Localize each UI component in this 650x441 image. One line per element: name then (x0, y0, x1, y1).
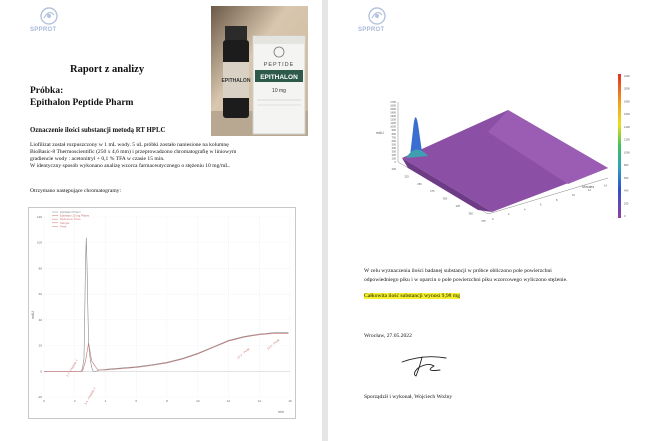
z-tick-label: 500 (391, 143, 396, 147)
sample-heading: Próbka: (30, 86, 64, 96)
chromatogram-intro: Otrzymano następujące chromatogramy: (30, 188, 122, 194)
x-tick-label: 12 (226, 399, 231, 403)
vial-label-text: EPITHALON (221, 78, 251, 84)
box-brand-text: PEPTIDE (263, 62, 295, 68)
surface-z-label: mAU (376, 131, 384, 135)
colorbar-tick-label: 800 (624, 164, 629, 168)
y-tick-label: 275 (430, 190, 435, 194)
report-page-2 (328, 0, 650, 441)
x-tick-label: 10 (572, 194, 575, 197)
y-tick-label: 100 (36, 240, 42, 245)
z-tick-label: 400 (391, 146, 396, 150)
z-tick-label: 100 (391, 157, 396, 161)
method-line-4: W identyczny sposób wykonano analizę wzorca farmaceutycznego o stężeniu 10 mg/mL. (30, 163, 231, 169)
peak-annotation-4: 14.5 - Peak (266, 337, 281, 351)
x-tick-label: 4 (104, 399, 107, 403)
product-photo (211, 6, 308, 136)
z-tick-label: 1400 (390, 111, 396, 115)
y-tick-label: 200 (391, 168, 396, 171)
y-tick-label: 350 (468, 212, 473, 216)
report-page-1 (0, 0, 322, 441)
z-tick-label: 900 (391, 129, 396, 133)
x-tick-label: 0 (43, 399, 45, 403)
y-tick-label: 250 (417, 182, 422, 186)
place-date: Wrocław, 27.05.2022 (364, 333, 412, 339)
x-tick-label: 6 (135, 399, 138, 403)
x-tick-label: 8 (166, 399, 168, 403)
peak-annotation-3: 13.2 - Peak (236, 346, 251, 360)
company-logo (30, 6, 70, 36)
method-line-2: BioBasic-8 Thermoscientific (250 x 4,6 mm) i przeprowadzono chromatografię w liniowym (30, 149, 237, 155)
z-tick-label: 0 (394, 161, 396, 164)
y-tick-label: 20 (38, 343, 42, 348)
x-tick-label: 0 (492, 218, 494, 221)
colorbar-tick-label: 1200 (624, 138, 630, 142)
peak-annotation-2: 3.4 - Peptide 2 (83, 386, 97, 406)
company-logo-2 (358, 6, 398, 36)
result-statement (364, 293, 460, 299)
x-tick-label: 8 (556, 198, 558, 202)
z-tick-label: 700 (391, 136, 396, 140)
legend-entry: Epithalon Pharm (60, 210, 81, 214)
z-tick-label: 1200 (390, 118, 396, 122)
logo-icon-2 (366, 6, 388, 26)
signature-caption: Sporządził i wykonał, Wojciech Woźny (364, 394, 453, 400)
section-title: Oznaczenie ilości substancji metodą RT HPLC (30, 127, 166, 134)
colorbar-tick-label: 1600 (624, 113, 630, 117)
legend-entry: Reference Trace (60, 217, 81, 222)
colorbar-tick-label: 2200 (624, 75, 630, 78)
z-tick-label: 1500 (390, 108, 396, 112)
y-tick-label: 120 (36, 215, 42, 219)
logo-text-2: SPPROT (358, 27, 385, 33)
y-tick-label: 225 (404, 175, 409, 179)
colorbar-tick-label: 1400 (624, 125, 630, 129)
z-tick-label: 300 (391, 150, 396, 154)
peak-annotation-1: 2.7 - Peptide 1 (65, 358, 79, 378)
colorbar-tick-label: 400 (624, 189, 629, 193)
box-product-text: EPITHALON (260, 74, 298, 81)
report-title: Raport z analizy (70, 64, 145, 75)
y-tick-label: -20 (37, 395, 42, 399)
y-tick-label: 325 (455, 205, 460, 208)
x-tick-label: 14 (604, 184, 607, 188)
chromatogram-y-label: mAU (31, 311, 35, 319)
x-tick-label: 14 (257, 399, 261, 403)
colorbar-tick-label: 2000 (624, 87, 630, 91)
conclusion-line-2: odpowiedniego piku i w oparciu o pole powierzchni piku wzorcowego wyliczono stężenie. (364, 277, 568, 283)
logo-icon (38, 6, 60, 26)
x-tick-label: 6 (540, 203, 542, 207)
method-line-1: Liofilizat został rozpuszczony w 1 mL wody. 5 uL próbki zostało naniesione na kolumnę (30, 142, 229, 148)
chromatogram-x-label: min (278, 410, 284, 414)
colorbar-tick-label: 200 (624, 202, 629, 206)
z-tick-label: 1300 (390, 115, 396, 119)
x-tick-label: 12 (588, 189, 591, 193)
y-tick-label: 375 (481, 219, 486, 223)
x-tick-label: 2 (73, 399, 76, 403)
handwritten-signature (394, 350, 454, 380)
z-tick-label: 200 (391, 153, 396, 157)
x-tick-label: 10 (196, 399, 200, 403)
legend-entry: Epithalon 10 mg Pharm (60, 213, 90, 218)
chromatogram-chart (28, 207, 296, 419)
surface-x-label: Minutes (582, 185, 595, 189)
x-tick-label: 2 (508, 213, 510, 217)
z-tick-label: 600 (391, 139, 396, 143)
logo-text: SPPROT (30, 27, 57, 33)
3d-chromatogram-surface (368, 72, 638, 232)
result-highlight: Całkowita ilość substancji wynosi 9,98 mg (364, 293, 461, 299)
sample-name: Epithalon Peptide Pharm (30, 98, 134, 108)
z-axis-ticks (390, 100, 396, 164)
z-tick-label: 1000 (390, 125, 396, 129)
y-tick-label: 0 (40, 369, 42, 374)
y-tick-label: 80 (38, 266, 42, 271)
z-tick-label: 1700 (390, 101, 396, 104)
colorbar-tick-label: 1800 (624, 100, 630, 104)
z-tick-label: 1100 (390, 122, 396, 126)
colorbar-ticks (624, 74, 630, 218)
conclusion-line-1: W celu wyznaczenia ilości badanej substancji w próbce obliczono pole powierzchni (364, 268, 552, 274)
x-tick-label: 16 (288, 399, 292, 403)
colorbar (616, 72, 640, 222)
y-tick-label: 300 (442, 197, 448, 201)
y-tick-label: 40 (38, 317, 42, 322)
z-tick-label: 800 (391, 132, 396, 136)
colorbar-tick-label: 600 (624, 176, 629, 180)
box-dose-text: 10 mg (272, 88, 286, 94)
method-line-3: gradiencie wody : acetonitryl + 0,1 % TFA w czasie 15 min. (30, 156, 165, 162)
y-tick-label: 60 (38, 292, 42, 297)
z-tick-label: 1600 (390, 104, 396, 108)
legend-entry: Sample (60, 220, 70, 225)
colorbar-tick-label: 0 (624, 215, 626, 218)
colorbar-tick-label: 1000 (624, 151, 630, 155)
legend-entry: Peak (60, 224, 67, 229)
x-tick-label: 4 (524, 208, 526, 212)
